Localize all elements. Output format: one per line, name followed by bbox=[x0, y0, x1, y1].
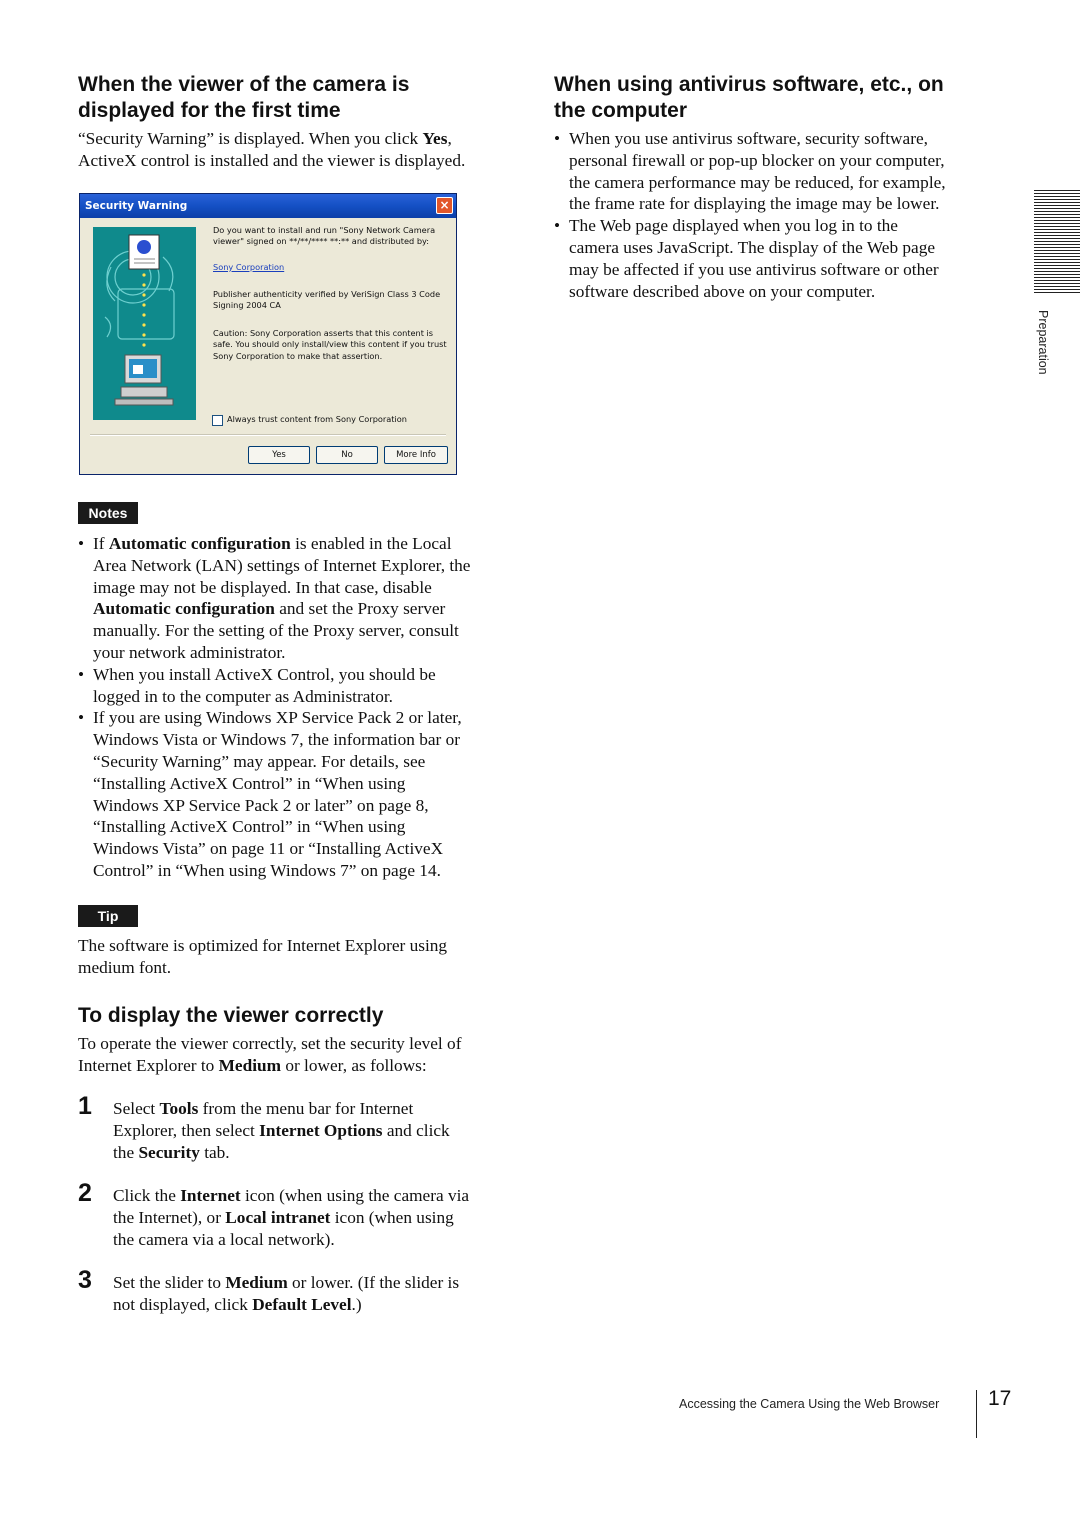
note-item: • If you are using Windows XP Service Pack 2 or later, Windows Vista or Windows 7, the information bar or “Security Warning” may appear. For details, see “Installing ActiveX Control” in “When using Windows XP Service Pack 2 or later” on page 8, “Installing ActiveX Control” in “When using Windows Vista” on page 11 or “Installing ActiveX Control” in “When using Windows 7” on page 14. bbox=[78, 708, 462, 880]
note-item: • When you install ActiveX Control, you should be logged in to the computer as Administrator. bbox=[78, 664, 436, 706]
heading-line: When using antivirus software, etc., on bbox=[554, 73, 944, 96]
note-item: • If Automatic configuration is enabled in the Local Area Network (LAN) settings of Internet Explorer, the image may not be displayed. In that case, disable Automatic configuration and set the Proxy server manually. For the setting of the Proxy server, consult your network administrator. bbox=[78, 534, 471, 662]
dialog-caution: Caution: Sony Corporation asserts that this content is safe. You should only install/view this content if you trust Sony Corporation to make that assertion. bbox=[213, 328, 447, 361]
step-number: 3 bbox=[78, 1266, 92, 1294]
antivirus-list bbox=[554, 128, 994, 302]
list-item: • The Web page displayed when you log in to the camera uses JavaScript. The display of the Web page may be affected if you use antivirus software or other software described above on your computer. bbox=[554, 216, 939, 301]
certificate-lock-illustration bbox=[93, 227, 196, 420]
tip-text: The software is optimized for Internet Explorer using medium font. bbox=[78, 936, 448, 977]
list-item: • When you use antivirus software, security software, personal firewall or pop-up blocker on your computer, the camera performance may be reduced, for example, the frame rate for displaying the image may be lower. bbox=[554, 129, 946, 214]
heading-line: When the viewer of the camera is bbox=[78, 73, 410, 96]
intro-paragraph: “Security Warning” is displayed. When you click Yes, ActiveX control is installed and the viewer is displayed. bbox=[78, 129, 466, 170]
footer-divider bbox=[976, 1390, 977, 1438]
page-number: 17 bbox=[988, 1387, 1012, 1410]
notes-label: Notes bbox=[78, 502, 138, 524]
side-tab-marker bbox=[1034, 190, 1080, 295]
dialog-divider bbox=[90, 434, 446, 436]
step-text: Set the slider to Medium or lower. (If the slider is not displayed, click Default Level.) bbox=[113, 1273, 460, 1314]
no-button[interactable]: No bbox=[316, 446, 378, 464]
more-info-button[interactable]: More Info bbox=[384, 446, 448, 464]
dialog-message: Do you want to install and run "Sony Network Camera viewer" signed on **/**/**** **:** and distributed by: bbox=[213, 225, 436, 247]
heading-line: the computer bbox=[554, 99, 688, 122]
tip-label: Tip bbox=[78, 905, 138, 927]
dialog-titlebar bbox=[80, 194, 456, 218]
heading-line: displayed for the first time bbox=[78, 99, 341, 122]
notes-list bbox=[78, 533, 518, 882]
step-text: Click the Internet icon (when using the camera via the Internet), or Local intranet icon (when using the camera via a local network). bbox=[113, 1186, 470, 1249]
section-heading-antivirus bbox=[554, 72, 994, 124]
display-intro: To operate the viewer correctly, set the security level of Internet Explorer to Medium or lower, as follows: bbox=[78, 1034, 462, 1075]
section-heading-display: To display the viewer correctly bbox=[78, 1004, 384, 1027]
always-trust-label: Always trust content from Sony Corporation bbox=[227, 414, 407, 424]
step-text: Select Tools from the menu bar for Internet Explorer, then select Internet Options and click the Security tab. bbox=[113, 1099, 450, 1162]
step-number: 1 bbox=[78, 1092, 92, 1120]
yes-button[interactable]: Yes bbox=[248, 446, 310, 464]
side-tab-label: Preparation bbox=[1036, 310, 1050, 375]
security-warning-dialog bbox=[79, 193, 457, 475]
always-trust-checkbox[interactable] bbox=[212, 415, 223, 426]
dialog-title: Security Warning bbox=[85, 200, 188, 212]
step-number: 2 bbox=[78, 1179, 92, 1207]
section-heading-first-time bbox=[78, 72, 518, 124]
publisher-link[interactable]: Sony Corporation bbox=[213, 262, 285, 272]
footer-section-title: Accessing the Camera Using the Web Browser bbox=[679, 1397, 940, 1411]
close-icon[interactable]: × bbox=[436, 197, 453, 214]
dialog-authenticity: Publisher authenticity verified by VeriSign Class 3 Code Signing 2004 CA bbox=[213, 289, 441, 311]
